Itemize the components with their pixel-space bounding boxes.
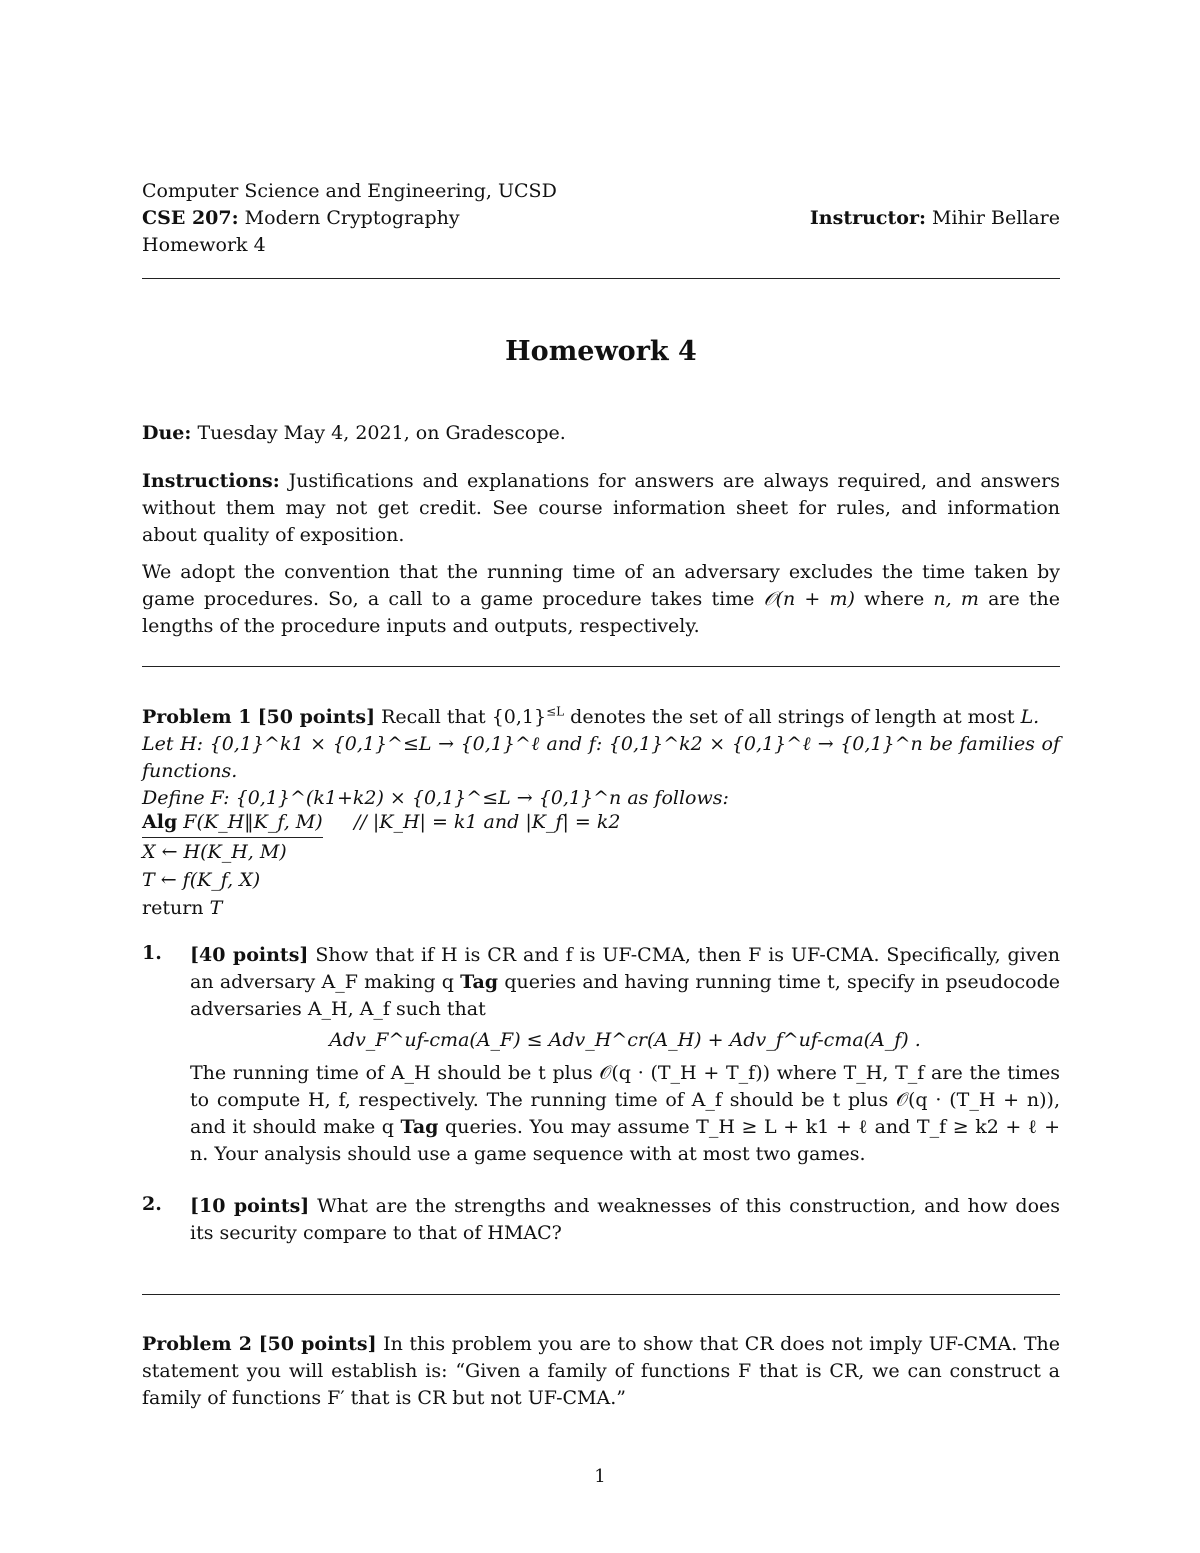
problem1-points: [50 points]	[257, 706, 376, 728]
page-number: 1	[594, 1466, 606, 1487]
problem1-line1-var: L.	[1020, 706, 1040, 728]
problem1-line1-sup: ≤L	[546, 704, 565, 719]
header-dept: Computer Science and Engineering, UCSD	[142, 180, 557, 202]
item-1-text-a: Show that if H is CR and f is UF-CMA, then F is UF-CMA. Specifically, given an adversary A_F making q	[190, 944, 1060, 993]
problem1-line3: Define F: {0,1}^(k1+k2) × {0,1}^≤L → {0,1}^n as follows:	[142, 787, 729, 809]
item-2-text: What are the strengths and weaknesses of this construction, and how does its security compare to that of HMAC?	[190, 1195, 1061, 1244]
item-1-text-c: The running time of A_H should be t plus 𝒪(q · (T_H + T_f)) where T_H, T_f are the times to compute H, f, respectively. The running time of A_f should be t plus 𝒪(q · (T_H + n)), and it should make q	[190, 1062, 1060, 1138]
item-1-equation: Adv_F^uf-cma(A_F) ≤ Adv_H^cr(A_H) + Adv_f^uf-cma(A_f) .	[329, 1029, 921, 1051]
header-dept-line	[142, 178, 1060, 204]
header-instructor	[810, 205, 1060, 231]
header-course-line	[142, 205, 1060, 231]
algorithm-line-1: X ← H(K_H, M)	[142, 841, 287, 863]
algorithm-header-row	[142, 808, 742, 838]
item-1-tag-keyword-2: Tag	[400, 1116, 439, 1138]
item-1-number: 1.	[142, 942, 162, 964]
problem1-line1	[142, 704, 1060, 731]
algorithm-return-keyword: return	[142, 897, 204, 919]
instructions-label: Instructions:	[142, 470, 280, 492]
problem1-line1-b: denotes the set of all strings of length at most	[570, 706, 1015, 728]
due-line	[142, 420, 1060, 447]
due-text: Tuesday May 4, 2021, on Gradescope.	[197, 422, 566, 444]
convention-part1: We adopt the convention that the running time of an adversary excludes the time taken by game procedures. So, a call to a game procedure takes time	[142, 561, 1060, 610]
instructions-paragraph	[142, 468, 1060, 549]
header-course-code: CSE 207:	[142, 207, 239, 229]
convention-part2: where	[864, 588, 925, 610]
convention-vars: n, m	[933, 588, 979, 610]
problem2-label: Problem 2	[142, 1333, 253, 1355]
item-1-text-b: queries and having running time t, specify in pseudocode adversaries A_H, A_f such that	[190, 971, 1060, 1020]
header-rule	[142, 278, 1060, 279]
header-doc-line	[142, 232, 1060, 258]
algorithm-signature: F(K_H‖K_f, M)	[183, 811, 323, 833]
algorithm-line-2: T ← f(K_f, X)	[142, 869, 261, 891]
convention-expr: 𝒪(n + m)	[763, 588, 855, 610]
section-rule-2	[142, 1294, 1060, 1295]
algorithm-header	[142, 808, 323, 838]
header-course-name: Modern Cryptography	[244, 207, 460, 229]
item-1-body	[190, 942, 1060, 1168]
page-title: Homework 4	[505, 336, 697, 367]
convention-paragraph	[142, 559, 1060, 640]
problem1-label: Problem 1	[142, 706, 252, 728]
algorithm-comment: // |K_H| = k1 and |K_f| = k2	[354, 811, 621, 833]
item-2-points: [10 points]	[190, 1195, 310, 1217]
problem1-line2: Let H: {0,1}^k1 × {0,1}^≤L → {0,1}^ℓ and f: {0,1}^k2 × {0,1}^ℓ → {0,1}^n be families of functions.	[142, 733, 1060, 782]
algorithm-block	[142, 808, 742, 922]
instructions-text: Justifications and explanations for answers are always required, and answers without them may not get credit. See course information sheet for rules, and information about quality of exposition.	[142, 470, 1060, 546]
item-1-text-d: queries. You may assume T_H ≥ L + k1 + ℓ and T_f ≥ k2 + ℓ + n. Your analysis should use a game sequence with at most two games.	[190, 1116, 1061, 1165]
section-rule-1	[142, 666, 1060, 667]
header-instructor-label: Instructor:	[809, 207, 926, 229]
due-label: Due:	[142, 422, 192, 444]
problem2-text: In this problem you are to show that CR does not imply UF-CMA. The statement you will establish is: “Given a family of functions F that is CR, we can construct a family of functions F′ that is CR but not UF-CMA.”	[142, 1333, 1060, 1409]
header-doc-label: Homework 4	[142, 234, 266, 256]
convention-part3: are the lengths of the procedure inputs and outputs, respectively.	[142, 588, 1061, 637]
problem2-points: [50 points]	[258, 1333, 377, 1355]
problem1-intro	[142, 704, 1060, 812]
item-2-number: 2.	[142, 1193, 162, 1215]
algorithm-return-var: T	[209, 897, 223, 919]
item-1-tag-keyword: Tag	[460, 971, 499, 993]
item-2-body	[190, 1193, 1060, 1247]
header-instructor-name: Mihir Bellare	[932, 207, 1060, 229]
problem2-paragraph	[142, 1331, 1060, 1412]
problem1-line1-a: Recall that {0,1}	[381, 706, 547, 728]
algorithm-keyword: Alg	[142, 811, 178, 833]
item-1-points: [40 points]	[190, 944, 309, 966]
algorithm-line-3	[142, 894, 742, 922]
